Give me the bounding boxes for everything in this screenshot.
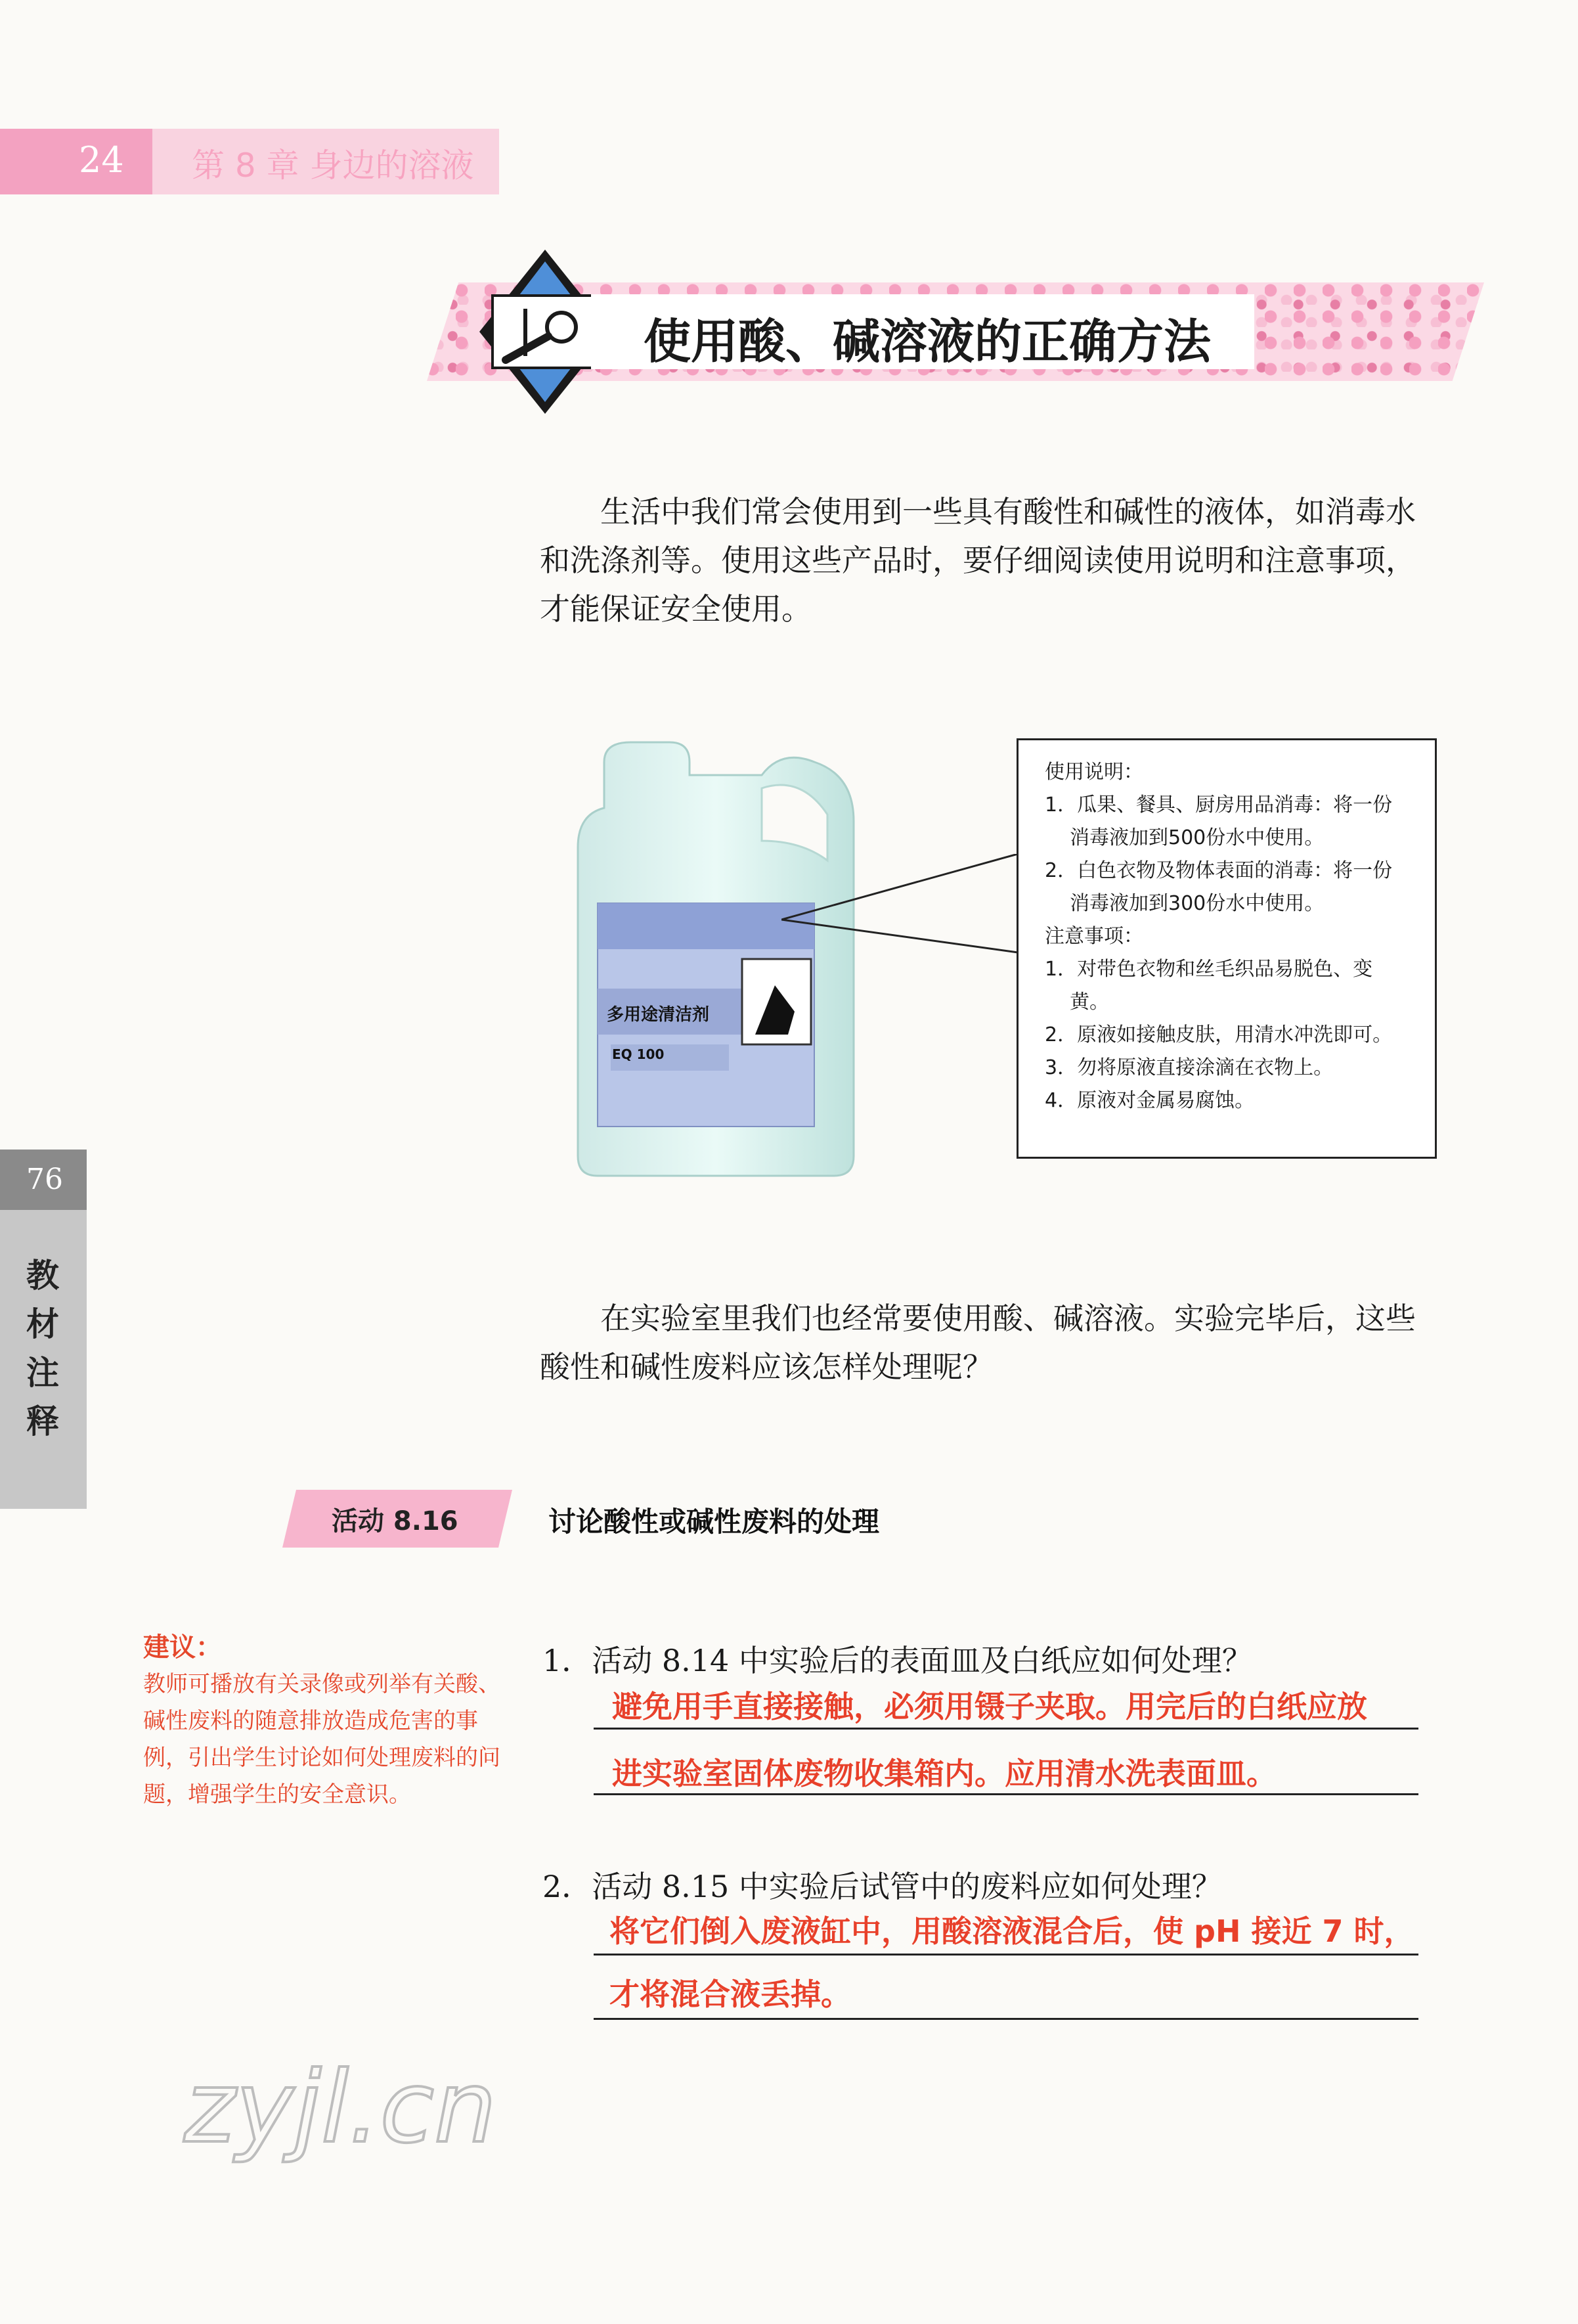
notes-item: 3．勿将原液直接涂滴在衣物上。 xyxy=(1045,1056,1334,1079)
watermark-logo xyxy=(177,2056,532,2168)
usage-item: 消毒液加到300份水中使用。 xyxy=(1070,892,1325,915)
answer-rule xyxy=(594,1728,1418,1730)
question-2: 2．活动 8.15 中实验后试管中的废料应如何处理？ xyxy=(542,1869,1222,1904)
notes-item: 4．原液对金属易腐蚀。 xyxy=(1045,1089,1255,1112)
notes-title: 注意事项： xyxy=(1045,925,1143,948)
usage-item: 消毒液加到500份水中使用。 xyxy=(1070,826,1325,849)
notes-item: 黄。 xyxy=(1070,991,1109,1014)
usage-instructions-box xyxy=(1017,738,1437,1159)
answer-rule xyxy=(594,2018,1418,2020)
header-page-number-bg xyxy=(0,129,152,194)
suggestion-body: 教师可播放有关录像或列举有关酸、碱性废料的随意排放造成危害的事例，引出学生讨论如何处理废料的问题，增强学生的安全意识。 xyxy=(143,1671,500,1808)
lab-paragraph: 在实验室里我们也经常要使用酸、碱溶液。实验完毕后，这些酸性和碱性废料应该怎样处理呢？ xyxy=(540,1301,1416,1385)
watermark-text: zyjl.cn xyxy=(184,2056,497,2165)
answer-2-line-1: 将它们倒入废液缸中，用酸溶液混合后，使 pH 接近 7 时， xyxy=(609,1913,1414,1949)
usage-title: 使用说明： xyxy=(1045,761,1143,784)
notes-item: 1．对带色衣物和丝毛织品易脱色、变 xyxy=(1045,958,1373,981)
activity-label: 活动 8.16 xyxy=(332,1506,458,1536)
usage-item: 2．白色衣物及物体表面的消毒：将一份 xyxy=(1045,859,1393,882)
intro-paragraph: 生活中我们常会使用到一些具有酸性和碱性的液体，如消毒水和洗涤剂等。使用这些产品时，要仔细阅读使用说明和注意事项，才能保证安全使用。 xyxy=(540,494,1416,627)
header-page-number: 24 xyxy=(79,139,124,181)
answer-1-line-2: 进实验室固体废物收集箱内。应用清水洗表面皿。 xyxy=(612,1756,1277,1791)
bottle-label-name: 多用途清洁剂 xyxy=(607,1005,710,1025)
usage-item: 1．瓜果、餐具、厨房用品消毒：将一份 xyxy=(1045,793,1393,816)
question-1: 1．活动 8.14 中实验后的表面皿及白纸应如何处理？ xyxy=(542,1643,1252,1678)
bottle-label-code: EQ 100 xyxy=(612,1046,665,1062)
section-title: 使用酸、碱溶液的正确方法 xyxy=(644,313,1212,369)
side-tab-label: 教材注释 xyxy=(26,1256,59,1441)
callout-pointer xyxy=(781,854,1031,985)
answer-rule xyxy=(594,1793,1418,1795)
suggestion-heading: 建议： xyxy=(143,1632,222,1663)
answer-1-line-1: 避免用手直接接触，必须用镊子夹取。用完后的白纸应放 xyxy=(612,1689,1367,1724)
answer-rule xyxy=(594,1954,1418,1955)
answer-2-line-2: 才将混合液丢掉。 xyxy=(609,1977,851,2012)
activity-title: 讨论酸性或碱性废料的处理 xyxy=(548,1506,880,1538)
notes-item: 2．原液如接触皮肤，用清水冲洗即可。 xyxy=(1045,1023,1393,1046)
side-page-number: 76 xyxy=(26,1163,63,1196)
header-chapter-title: 第 8 章 身边的溶液 xyxy=(192,146,474,185)
